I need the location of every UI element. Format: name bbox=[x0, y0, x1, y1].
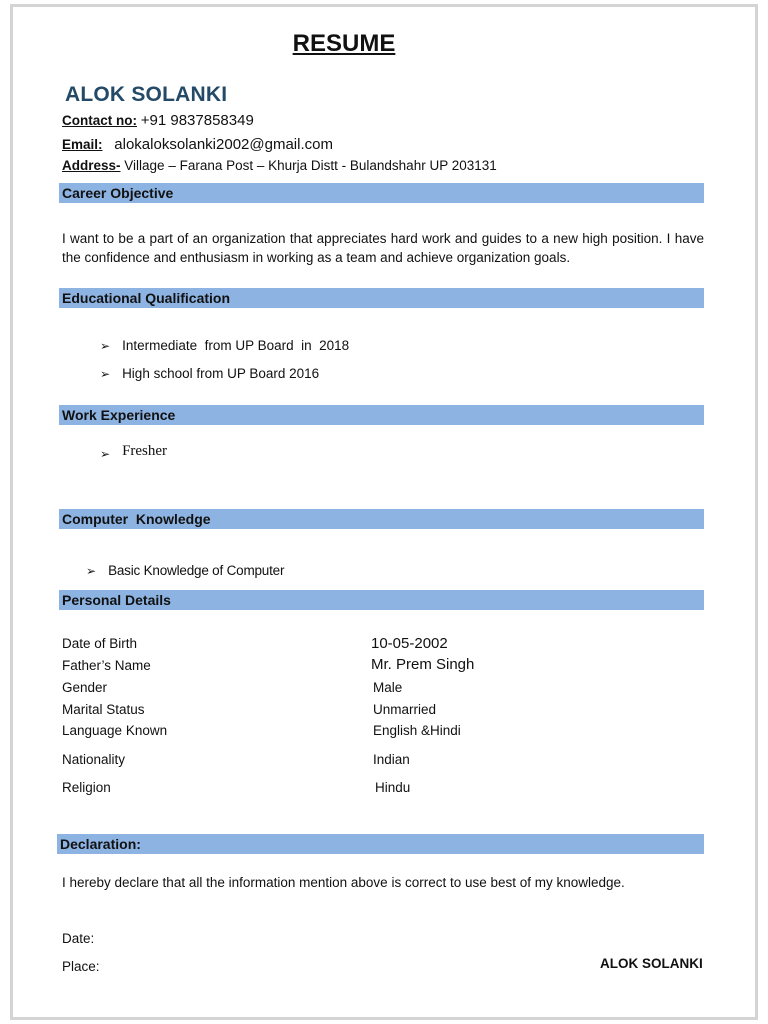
list-item bbox=[100, 338, 349, 353]
personal-detail-value: Unmarried bbox=[373, 702, 437, 717]
personal-detail-label: Language Known bbox=[62, 723, 168, 738]
section-heading-declaration: Declaration: bbox=[57, 834, 704, 855]
phone-label: Contact no: bbox=[62, 113, 137, 128]
personal-detail-value: Male bbox=[373, 680, 403, 695]
personal-detail-label: Nationality bbox=[62, 752, 126, 767]
signature-name: ALOK SOLANKI bbox=[600, 956, 703, 971]
personal-detail-value: Indian bbox=[373, 752, 410, 767]
address-value: Village – Farana Post – Khurja Distt - Bulandshahr UP 203131 bbox=[124, 158, 497, 173]
education-item-1: Intermediate from UP Board in 2018 bbox=[122, 338, 350, 353]
email-label: Email: bbox=[62, 137, 103, 152]
personal-detail-value: English &Hindi bbox=[373, 723, 461, 738]
list-item bbox=[86, 563, 284, 578]
section-heading-career-objective: Career Objective bbox=[59, 183, 704, 204]
computer-knowledge-item: Basic Knowledge of Computer bbox=[108, 563, 285, 578]
personal-detail-value: Hindu bbox=[375, 780, 411, 795]
personal-detail-label: Date of Birth bbox=[62, 636, 138, 651]
arrowhead-bullet-icon: ➢ bbox=[100, 338, 111, 353]
section-heading-work-experience: Work Experience bbox=[59, 405, 704, 426]
personal-detail-label: Marital Status bbox=[62, 702, 145, 717]
place-label: Place: bbox=[62, 959, 100, 974]
declaration-text: I hereby declare that all the information mention above is correct to use best of my knowledge. bbox=[62, 875, 625, 890]
section-heading-computer-knowledge: Computer Knowledge bbox=[59, 509, 704, 530]
email-value: alokaloksolanki2002@gmail.com bbox=[114, 136, 333, 153]
section-heading-education: Educational Qualification bbox=[59, 288, 704, 309]
work-experience-item: Fresher bbox=[122, 442, 168, 459]
address-label: Address- bbox=[62, 158, 121, 173]
contact-email-line bbox=[62, 136, 333, 153]
candidate-name: ALOK SOLANKI bbox=[65, 83, 228, 106]
list-item bbox=[100, 441, 167, 461]
arrowhead-bullet-icon: ➢ bbox=[100, 366, 111, 381]
career-objective-text: I want to be a part of an organization that appreciates hard work and guides to a new high position. I have the confidence and enthusiasm in working as a team and achieve organization goals. bbox=[62, 231, 704, 265]
contact-address-line bbox=[62, 158, 497, 173]
contact-phone-line bbox=[62, 112, 254, 129]
document-title-text: RESUME bbox=[292, 30, 396, 57]
section-heading-personal-details: Personal Details bbox=[59, 590, 704, 611]
phone-value: +91 9837858349 bbox=[140, 112, 254, 129]
date-label: Date: bbox=[62, 931, 95, 946]
list-item bbox=[100, 366, 319, 381]
personal-detail-value: 10-05-2002 bbox=[371, 635, 448, 652]
personal-detail-label: Religion bbox=[62, 780, 111, 795]
education-item-2: High school from UP Board 2016 bbox=[122, 366, 320, 381]
personal-detail-value: Mr. Prem Singh bbox=[371, 656, 475, 673]
personal-detail-label: Father’s Name bbox=[62, 658, 151, 673]
personal-detail-label: Gender bbox=[62, 680, 108, 695]
arrowhead-bullet-icon: ➢ bbox=[100, 447, 111, 461]
arrowhead-bullet-icon: ➢ bbox=[86, 563, 97, 578]
document-title bbox=[0, 30, 768, 58]
